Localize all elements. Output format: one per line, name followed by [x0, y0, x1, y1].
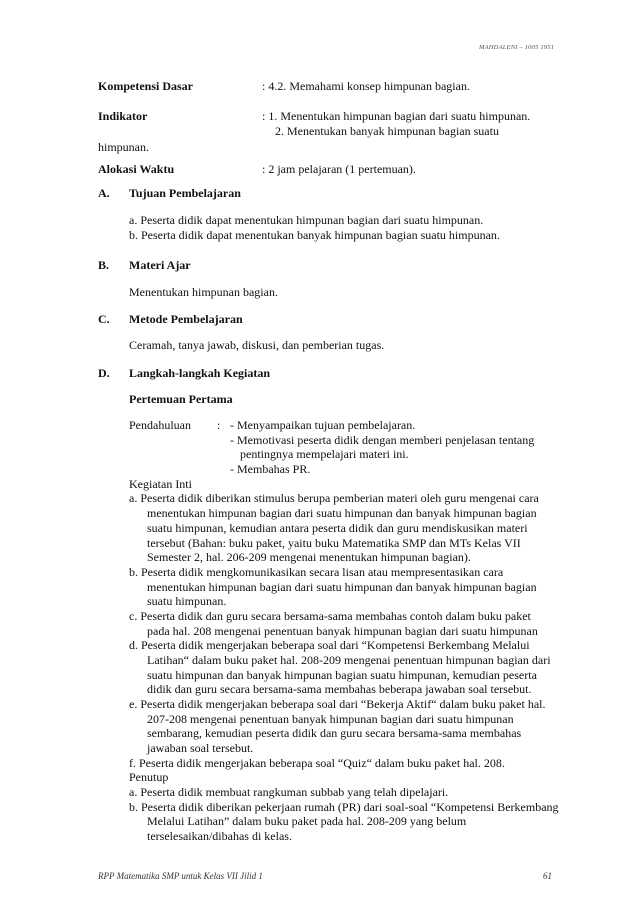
- header-author: MAHDALENI – 1005 1951: [479, 44, 555, 51]
- footer-page-number: 61: [543, 871, 552, 881]
- penutup-line: b. Peserta didik diberikan pekerjaan rumah (PR) dari soal-soal “Kompetensi Berkembang: [129, 800, 559, 814]
- pendahuluan-label: Pendahuluan: [129, 418, 191, 432]
- inti-line: tersebut (Bahan: buku paket, yaitu buku Matematika SMP dan MTs Kelas VII: [147, 536, 521, 550]
- inti-line: 207-208 mengenai penentuan banyak himpunan bagian dari suatu himpunan: [147, 712, 514, 726]
- indikator-label: Indikator: [98, 109, 148, 123]
- pendahuluan-item: pentingnya mempelajari materi ini.: [240, 447, 409, 461]
- pendahuluan-item: - Memotivasi peserta didik dengan memberi penjelasan tentang: [230, 433, 535, 447]
- section-b-body: Menentukan himpunan bagian.: [129, 285, 278, 299]
- inti-line: c. Peserta didik dan guru secara bersama-sama membahas contoh dalam buku paket: [129, 609, 531, 623]
- kd-label: Kompetensi Dasar: [98, 79, 193, 93]
- pendahuluan-item: - Menyampaikan tujuan pembelajaran.: [230, 418, 416, 432]
- inti-line: d. Peserta didik mengerjakan beberapa soal dari “Kompetensi Berkembang Melalui: [129, 638, 530, 652]
- section-d-subtitle: Pertemuan Pertama: [129, 392, 233, 406]
- section-b-title: Materi Ajar: [129, 258, 191, 272]
- section-a-item: a. Peserta didik dapat menentukan himpunan bagian dari suatu himpunan.: [129, 213, 484, 227]
- inti-line: suatu himpunan dan banyak himpunan bagian suatu himpunan, kemudian peserta: [147, 668, 537, 682]
- inti-line: b. Peserta didik mengkomunikasikan secara lisan atau mempresentasikan cara: [129, 565, 504, 579]
- kd-value: : 4.2. Memahami konsep himpunan bagian.: [262, 79, 470, 93]
- pendahuluan-item: - Membahas PR.: [230, 462, 311, 476]
- inti-line: menentukan himpunan bagian dari suatu himpunan dan banyak himpunan bagian: [147, 580, 537, 594]
- inti-line: suatu himpunan, kemudian antara peserta didik dan guru mendiskusikan materi: [147, 521, 528, 535]
- inti-line: Latihan“ dalam buku paket hal. 208-209 mengenai penentuan himpunan bagian dari: [147, 653, 551, 667]
- inti-line: pada hal. 208 mengenai penentuan banyak himpunan bagian dari suatu himpunan: [147, 624, 538, 638]
- footer-book: RPP Matematika SMP untuk Kelas VII Jilid 1: [98, 871, 263, 881]
- section-a-letter: A.: [98, 186, 110, 200]
- indikator-2-cont: himpunan.: [98, 140, 149, 154]
- penutup-line: terselesaikan/dibahas di kelas.: [147, 829, 292, 843]
- section-a-title: Tujuan Pembelajaran: [129, 186, 241, 200]
- inti-line: suatu himpunan.: [147, 594, 227, 608]
- inti-line: didik dan guru secara bersama-sama membahas beberapa jawaban soal tersebut.: [147, 682, 532, 696]
- section-c-body: Ceramah, tanya jawab, diskusi, dan pemberian tugas.: [129, 338, 385, 352]
- penutup-label: Penutup: [129, 770, 169, 784]
- section-d-title: Langkah-langkah Kegiatan: [129, 366, 271, 380]
- inti-line: sembarang, kemudian peserta didik dan guru secara bersama-sama membahas: [147, 726, 522, 740]
- section-d-letter: D.: [98, 366, 110, 380]
- inti-line: a. Peserta didik diberikan stimulus berupa pemberian materi oleh guru mengenai cara: [129, 491, 539, 505]
- inti-line: jawaban soal tersebut.: [147, 741, 254, 755]
- inti-line: menentukan himpunan bagian dari suatu himpunan dan banyak himpunan bagian: [147, 506, 537, 520]
- penutup-line: a. Peserta didik membuat rangkuman subbab yang telah dipelajari.: [129, 785, 449, 799]
- penutup-line: Melalui Latihan” dalam buku paket pada hal. 208-209 yang belum: [147, 814, 467, 828]
- section-b-letter: B.: [98, 258, 110, 272]
- pendahuluan-colon: :: [217, 418, 221, 432]
- inti-line: e. Peserta didik mengerjakan beberapa soal dari “Bekerja Aktif“ dalam buku paket hal.: [129, 697, 546, 711]
- indikator-2: 2. Menentukan banyak himpunan bagian suatu: [275, 124, 499, 138]
- section-c-letter: C.: [98, 312, 110, 326]
- alokasi-label: Alokasi Waktu: [98, 162, 175, 176]
- inti-line: f. Peserta didik mengerjakan beberapa soal “Quiz“ dalam buku paket hal. 208.: [129, 756, 505, 770]
- alokasi-value: : 2 jam pelajaran (1 pertemuan).: [262, 162, 416, 176]
- inti-line: Semester 2, hal. 206-209 mengenai menentukan himpunan bagian).: [147, 550, 471, 564]
- indikator-1: : 1. Menentukan himpunan bagian dari suatu himpunan.: [262, 109, 531, 123]
- inti-label: Kegiatan Inti: [129, 477, 192, 491]
- section-a-item: b. Peserta didik dapat menentukan banyak himpunan bagian suatu himpunan.: [129, 228, 500, 242]
- section-c-title: Metode Pembelajaran: [129, 312, 243, 326]
